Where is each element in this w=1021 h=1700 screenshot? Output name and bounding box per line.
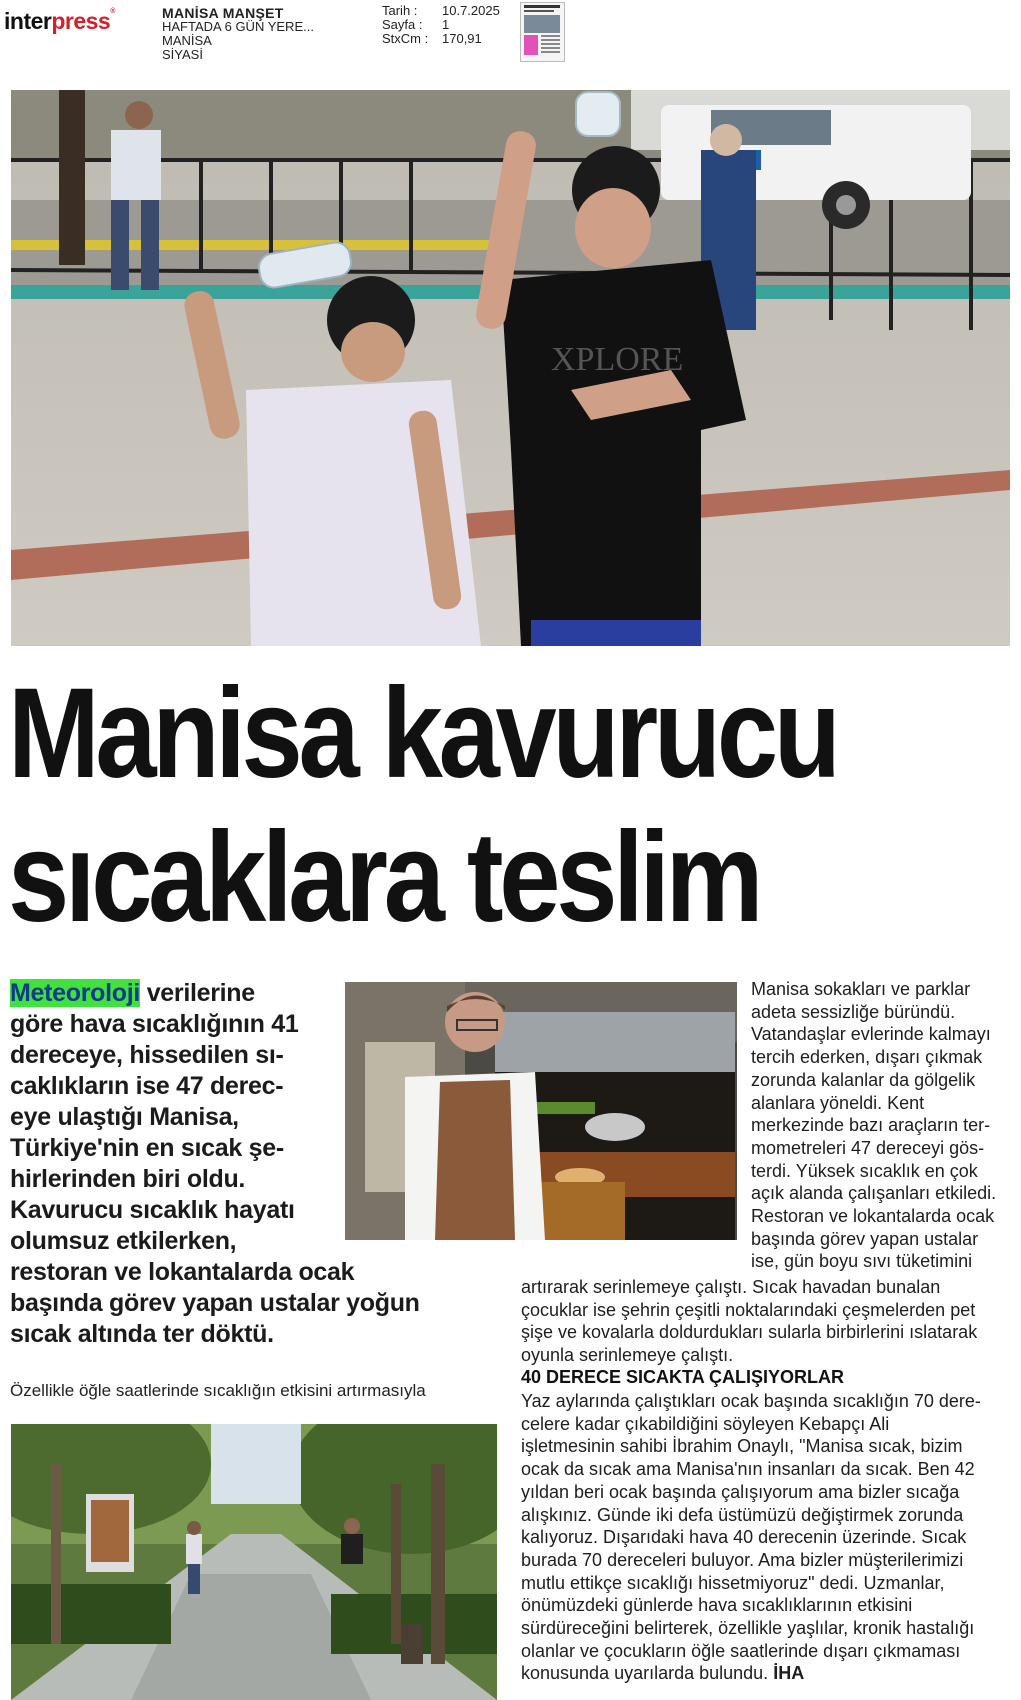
page-thumbnail[interactable]: [520, 2, 565, 62]
text-line: ocak da sıcak ama Manisa'nın insanları da sıcak. Ben 42: [521, 1459, 975, 1480]
text-line: mutlu ettikçe sıcaklığı hissetmiyoruz" dedi. Uzmanlar,: [521, 1572, 945, 1593]
lead-line: başında görev yapan ustalar yoğun: [10, 1289, 420, 1317]
text-line: celere kadar çıkabildiğini söyleyen Kebapçı Ali: [521, 1413, 890, 1434]
photo-kebab-chef-at-grill: [345, 982, 737, 1240]
photo-shaded-park-path: [11, 1424, 497, 1700]
publication-info: [162, 6, 314, 62]
logo-text-accent: press: [51, 8, 111, 34]
meta-labels: [382, 4, 428, 46]
text-line: oyunla serinlemeye çalıştı.: [521, 1345, 734, 1366]
lead-line: dereceye, hissedilen sı-: [10, 1041, 284, 1069]
lead-line: restoran ve lokantalarda ocak: [10, 1258, 355, 1286]
text-line: alanlara yöneldi. Kent: [751, 1092, 925, 1113]
text-line: işletmesinin sahibi İbrahim Onaylı, "Manisa sıcak, bizim: [521, 1436, 963, 1457]
publication-city: MANİSA: [162, 33, 212, 48]
date-value: 10.7.2025: [442, 3, 500, 18]
text-line: artırarak serinlemeye çalıştı. Sıcak havadan bunalan: [521, 1277, 941, 1297]
headline-line-1: Manisa kavurucu: [8, 662, 837, 805]
text-line: adeta sessizliğe büründü.: [751, 1001, 956, 1022]
right-column-text: [751, 978, 1009, 1273]
text-line: başında görev yapan ustalar: [751, 1228, 979, 1249]
lead-line: hirlerinden biri oldu.: [10, 1165, 246, 1193]
text-line: Yaz aylarında çalıştıkları ocak başında sıcaklığın 70 dere-: [521, 1391, 981, 1411]
text-line: burada 70 dereceleri buluyor. Ama bizler müşterilerimizi: [521, 1549, 964, 1570]
publication-name: MANİSA MANŞET: [162, 5, 284, 21]
headline-line-2: sıcaklara teslim: [8, 806, 760, 949]
lead-line: verilerine: [140, 979, 255, 1007]
text-line: alışkınız. Günde iki defa üstümüzü değiştirmek zorunda: [521, 1504, 964, 1525]
lead-line: olumsuz etkilerken,: [10, 1227, 237, 1255]
interpress-logo: [4, 8, 115, 35]
logo-text-main: inter: [4, 8, 52, 34]
lead-line: caklıkların ise 47 derec-: [10, 1072, 284, 1100]
publication-frequency: HAFTADA 6 GÜN YERE...: [162, 19, 314, 34]
text-line: Restoran ve lokantalarda ocak: [751, 1206, 995, 1227]
text-line: şişe ve kovalarla doldurdukları sularla birbirlerini ıslatarak: [521, 1322, 978, 1343]
text-line: tercih ederken, dışarı çıkmak: [751, 1047, 983, 1068]
text-line: sürdüreceğini belirterek, özellikle yaşlılar, kronik hastalığı: [521, 1618, 975, 1639]
registered-mark: ®: [110, 8, 115, 15]
lead-line: Türkiye'nin en sıcak şe-: [10, 1134, 284, 1162]
text-line: zorunda kalanlar da gölgelik: [751, 1069, 976, 1090]
text-line: ise, gün boyu sıvı tüketimini: [751, 1251, 973, 1272]
text-line: merkezinde bazı araçların ter-: [751, 1115, 991, 1136]
lead-line: Kavurucu sıcaklık hayatı: [10, 1196, 295, 1224]
lead-continuation: Özellikle öğle saatlerinde sıcaklığın etkisini artırmasıyla: [10, 1381, 426, 1400]
text-line: mometreleri 47 dereceyi gös-: [751, 1137, 985, 1158]
wide-column-text-2: [521, 1390, 1009, 1685]
lead-highlight-word: Meteoroloji: [10, 979, 141, 1007]
lead-line: göre hava sıcaklığının 41: [10, 1010, 299, 1038]
meta-values: [442, 4, 500, 46]
text-line: çocuklar ise şehrin çeşitli noktalarındaki çeşmelerden pet: [521, 1299, 976, 1320]
text-line: kalıyoruz. Dışarıdaki hava 40 derecenin üzerinde. Sıcak: [521, 1527, 967, 1548]
svg-text:XPLORE: XPLORE: [551, 341, 684, 378]
size-value: 170,91: [442, 31, 482, 46]
text-line: Manisa sokakları ve parklar: [751, 979, 971, 999]
text-line: yıldan beri ocak başında çalışıyorum ama bizler sıcağa: [521, 1481, 960, 1502]
text-line: terdi. Yüksek sıcaklık en çok: [751, 1160, 978, 1181]
date-label: Tarih :: [382, 3, 418, 18]
page-value: 1: [442, 17, 450, 32]
publication-category: SİYASİ: [162, 47, 203, 62]
photo-boys-cooling-with-water-bottles: [11, 90, 1010, 646]
lead-line: sıcak altında ter döktü.: [10, 1320, 274, 1348]
page-label: Sayfa :: [382, 17, 423, 32]
wide-column-text-1: [521, 1276, 1009, 1367]
lead-line: eye ulaştığı Manisa,: [10, 1103, 239, 1131]
agency-signature: İHA: [773, 1663, 805, 1684]
headline: [8, 662, 872, 950]
text-line: açık alanda çalışanları etkiledi.: [751, 1183, 997, 1204]
text-line: [521, 1662, 1009, 1685]
text-line: olanlar ve çocukların öğle saatlerinde dışarı çıkmaması: [521, 1640, 961, 1661]
text-line: Vatandaşlar evlerinde kalmayı: [751, 1024, 991, 1045]
last-line-text: konusunda uyarılarda bulundu.: [521, 1663, 774, 1684]
section-subheading: 40 DERECE SICAKTA ÇALIŞIYORLAR: [521, 1367, 845, 1387]
text-line: önümüzdeki günlerde hava sıcaklıklarının etkisini: [521, 1595, 913, 1616]
size-label: StxCm :: [382, 31, 429, 46]
